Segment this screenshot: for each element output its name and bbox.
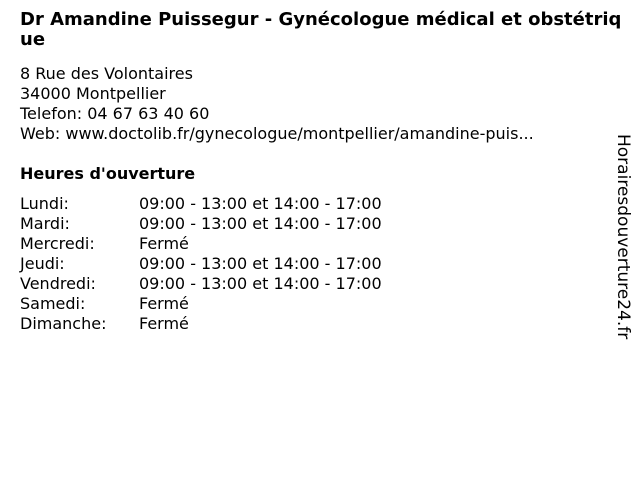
- phone-number: Telefon: 04 67 63 40 60: [20, 104, 210, 123]
- site-watermark: Horairesdouverture24.fr: [613, 134, 633, 340]
- time-value: 09:00 - 13:00 et 14:00 - 17:00: [139, 194, 382, 213]
- time-value: Fermé: [139, 294, 189, 313]
- time-value: 09:00 - 13:00 et 14:00 - 17:00: [139, 274, 382, 293]
- time-value: 09:00 - 13:00 et 14:00 - 17:00: [139, 254, 382, 273]
- day-label: Lundi:: [20, 194, 69, 213]
- hours-heading: Heures d'ouverture: [20, 164, 196, 183]
- time-value: Fermé: [139, 234, 189, 253]
- website-link: Web: www.doctolib.fr/gynecologue/montpellier/amandine-puis...: [20, 124, 534, 143]
- address-city: 34000 Montpellier: [20, 84, 166, 103]
- day-label: Mardi:: [20, 214, 70, 233]
- time-value: Fermé: [139, 314, 189, 333]
- day-label: Dimanche:: [20, 314, 107, 333]
- page-title: Dr Amandine Puissegur - Gynécologue médical et obstétrique: [20, 9, 622, 50]
- time-value: 09:00 - 13:00 et 14:00 - 17:00: [139, 214, 382, 233]
- address-street: 8 Rue des Volontaires: [20, 64, 193, 83]
- day-label: Mercredi:: [20, 234, 95, 253]
- day-label: Samedi:: [20, 294, 86, 313]
- contact-block: [20, 64, 610, 144]
- day-label: Vendredi:: [20, 274, 96, 293]
- day-label: Jeudi:: [20, 254, 65, 273]
